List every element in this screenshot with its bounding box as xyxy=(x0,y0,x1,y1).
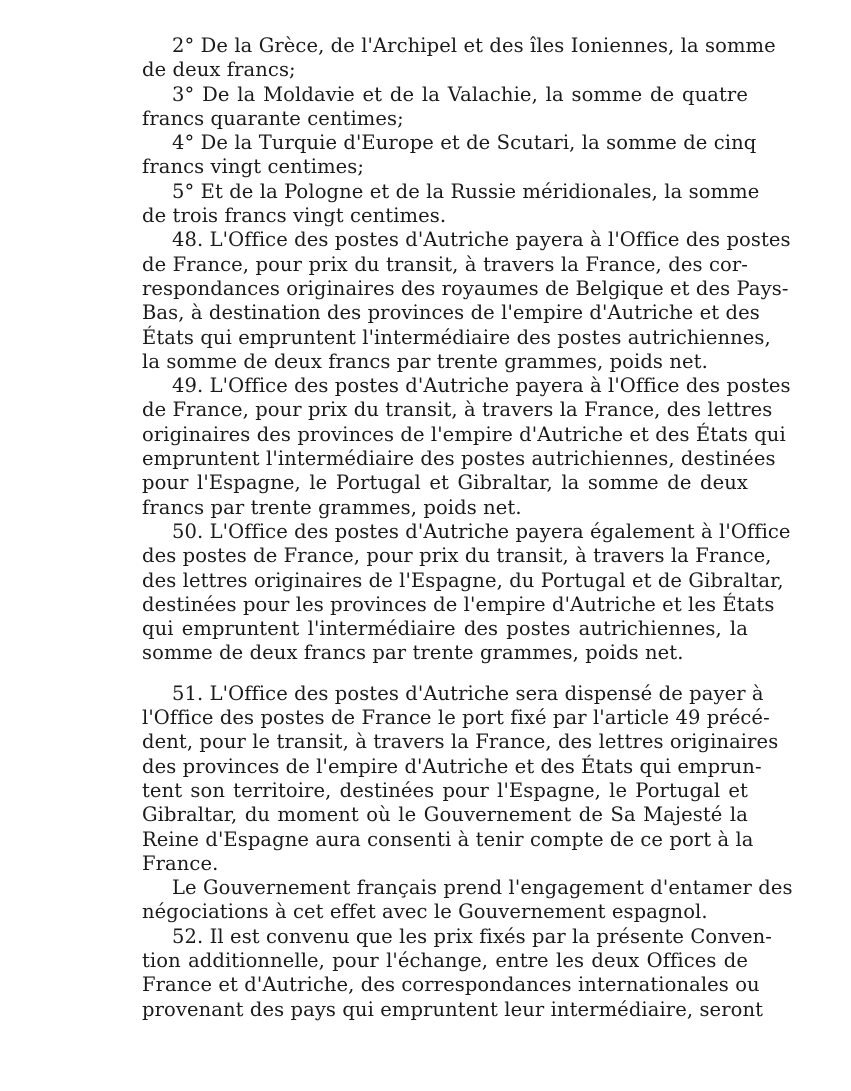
text-line: francs quarante centimes; xyxy=(142,106,404,130)
article-50-line: 50. L'Office des postes d'Autriche payera également à l'Office xyxy=(172,519,791,543)
text-line: tent son territoire, destinées pour l'Espagne, le Portugal et xyxy=(142,778,748,802)
article-51-line: 51. L'Office des postes d'Autriche sera dispensé de payer à xyxy=(172,681,764,705)
text-line: de trois francs vingt centimes. xyxy=(142,204,447,228)
article-49-line: 49. L'Office des postes d'Autriche payera à l'Office des postes xyxy=(172,374,791,398)
text-line: de France, pour prix du transit, à travers la France, des cor- xyxy=(142,252,748,276)
text-line: France et d'Autriche, des correspondances internationales ou xyxy=(142,973,760,997)
article-48-line: 48. L'Office des postes d'Autriche payera à l'Office des postes xyxy=(172,228,791,252)
text-line: somme de deux francs par trente grammes, poids net. xyxy=(142,641,684,665)
text-line: qui empruntent l'intermédiaire des postes autrichiennes, la xyxy=(142,617,748,641)
text-line: Bas, à destination des provinces de l'empire d'Autriche et des xyxy=(142,301,760,325)
text-line: des postes de France, pour prix du transit, à travers la France, xyxy=(142,544,772,568)
text-line: de deux francs; xyxy=(142,58,296,82)
text-line: tion additionnelle, pour l'échange, entre les deux Offices de xyxy=(142,948,748,972)
text-line: Le Gouvernement français prend l'engagement d'entamer des xyxy=(172,876,793,900)
text-line: 2° De la Grèce, de l'Archipel et des îles Ioniennes, la somme xyxy=(172,34,776,57)
text-line: l'Office des postes de France le port fixé par l'article 49 précé- xyxy=(142,706,770,730)
article-text xyxy=(142,34,793,1022)
text-line: Reine d'Espagne aura consenti à tenir compte de ce port à la xyxy=(142,827,754,851)
text-line: empruntent l'intermédiaire des postes autrichiennes, destinées xyxy=(142,447,776,471)
text-line: 4° De la Turquie d'Europe et de Scutari, la somme de cinq xyxy=(172,131,757,155)
text-line: 5° Et de la Pologne et de la Russie méridionales, la somme xyxy=(172,179,760,203)
text-line: destinées pour les provinces de l'empire d'Autriche et les États xyxy=(142,592,775,616)
text-line: provenant des pays qui empruntent leur intermédiaire, seront xyxy=(142,997,764,1021)
text-line: Gibraltar, du moment où le Gouvernement de Sa Majesté la xyxy=(142,803,748,827)
text-line: 3° De la Moldavie et de la Valachie, la somme de quatre xyxy=(172,82,748,106)
text-line: respondances originaires des royaumes de Belgique et des Pays- xyxy=(142,276,789,300)
text-line: États qui empruntent l'intermédiaire des postes autrichiennes, xyxy=(142,325,771,349)
text-line: des lettres originaires de l'Espagne, du Portugal et de Gibraltar, xyxy=(142,568,784,592)
text-line: la somme de deux francs par trente grammes, poids net. xyxy=(142,349,708,373)
text-line: dent, pour le transit, à travers la France, des lettres originaires xyxy=(142,730,779,754)
text-line: pour l'Espagne, le Portugal et Gibraltar, la somme de deux xyxy=(142,471,748,495)
article-52-line: 52. Il est convenu que les prix fixés par la présente Conven- xyxy=(172,924,772,948)
text-line: francs par trente grammes, poids net. xyxy=(142,495,522,519)
text-line: des provinces de l'empire d'Autriche et des États qui emprun- xyxy=(142,754,762,778)
text-line: France. xyxy=(142,851,219,875)
text-line: négociations à cet effet avec le Gouvernement espagnol. xyxy=(142,900,708,924)
paragraph-gap xyxy=(142,666,748,682)
text-line: francs vingt centimes; xyxy=(142,155,365,179)
text-line: originaires des provinces de l'empire d'Autriche et des États qui xyxy=(142,422,786,446)
text-line: de France, pour prix du transit, à travers la France, des lettres xyxy=(142,398,773,422)
